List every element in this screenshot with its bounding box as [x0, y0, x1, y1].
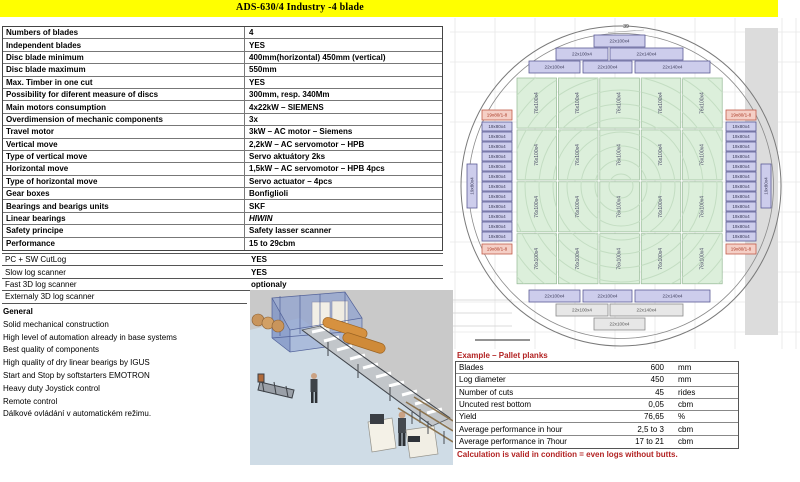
spec-value: HIWIN — [249, 214, 273, 224]
example-row — [456, 411, 738, 423]
general-heading: General — [3, 307, 33, 316]
example-label: Average performance in hour — [459, 424, 563, 434]
spec-label: Linear bearings — [3, 213, 245, 224]
example-value: 45 — [655, 387, 664, 397]
edge-board-label: 19x80/1-8 — [486, 112, 508, 118]
plank-label: 76x100x4 — [533, 247, 540, 270]
spec-row — [3, 151, 442, 163]
example-row — [456, 399, 738, 411]
plank-label: 76x100x4 — [699, 92, 706, 114]
edge-board-label: 19x80x4 — [488, 144, 506, 149]
example-unit: cbm — [678, 400, 694, 410]
edge-board-label: 19x80x4 — [488, 234, 506, 239]
edge-board-label: 19x80x4 — [763, 177, 769, 195]
option-label: PC + SW CutLog — [5, 255, 67, 265]
plank-label: 76x100x4 — [658, 144, 664, 166]
spec-value: Servo actuator – 4pcs — [249, 176, 333, 186]
example-label: Average performance in 7hour — [459, 437, 567, 447]
option-row — [2, 254, 443, 266]
plank-label: 76x100x4 — [699, 247, 706, 270]
example-unit: mm — [678, 363, 692, 373]
edge-board-label: 19x80x4 — [732, 214, 750, 219]
general-item: Best quality of components — [3, 345, 100, 355]
edge-board-label: 22x100x4 — [544, 293, 565, 299]
edge-board-label: 19x80x4 — [488, 134, 506, 139]
plank-label: 76x100x4 — [533, 144, 540, 166]
spec-value: 1,5kW – AC servomotor – HPB 4pcs — [249, 164, 385, 174]
spec-row — [3, 225, 442, 237]
general-list — [3, 319, 248, 421]
edge-board-label: 19x80x4 — [732, 154, 750, 159]
example-label: Number of cuts — [459, 387, 514, 397]
example-value: 450 — [650, 375, 664, 385]
edge-board-label: 19x80x4 — [488, 124, 506, 129]
edge-board-label: 19x80x4 — [732, 134, 750, 139]
general-item: Solid mechanical construction — [3, 319, 109, 329]
spec-row — [3, 139, 442, 151]
spec-value: 300mm, resp. 340Mm — [249, 90, 330, 100]
spec-row — [3, 126, 442, 138]
plank-label: 76x100x4 — [658, 196, 664, 218]
example-note: Calculation is valid in condition = even logs without butts. — [457, 450, 678, 459]
example-row — [456, 423, 738, 435]
edge-board-label: 19x80/1-8 — [730, 112, 752, 118]
plank-label: 76x100x4 — [699, 144, 706, 166]
example-unit: cbm — [678, 424, 694, 434]
example-heading: Example – Pallet planks — [457, 351, 548, 360]
edge-board-label: 19x80x4 — [488, 174, 506, 179]
example-row — [456, 387, 738, 399]
example-label: Uncuted rest bottom — [459, 400, 532, 410]
spec-label: Disc blade maximum — [3, 64, 245, 75]
plank-label: 76x100x4 — [616, 247, 623, 270]
spec-value: Bonfiglioli — [249, 189, 289, 199]
plank-label: 76x100x4 — [575, 144, 582, 166]
example-unit: rides — [678, 387, 696, 397]
spec-value: 4 — [249, 28, 254, 38]
spec-value: 400mm(horizontal) 450mm (vertical) — [249, 52, 386, 62]
spec-value: Servo aktuátory 2ks — [249, 152, 326, 162]
spec-value: 2,2kW – AC servomotor – HPB — [249, 139, 365, 149]
edge-board-label: 19x80x4 — [488, 214, 506, 219]
spec-row — [3, 39, 442, 51]
title-bar — [0, 0, 778, 17]
edge-board-label: 22x140x4 — [662, 293, 683, 299]
option-value: optionaly — [251, 279, 287, 289]
example-table — [455, 361, 739, 449]
edge-board-label: 19x80x4 — [732, 184, 750, 189]
edge-board-label: 22x100x4 — [597, 64, 618, 70]
edge-board-label: 19x80x4 — [469, 177, 475, 195]
edge-board-label: 19x80x4 — [488, 204, 506, 209]
edge-board-label: 19x80/1-8 — [730, 246, 752, 252]
spec-label: Type of vertical move — [3, 151, 245, 162]
edge-board-label: 19x80/1-8 — [486, 246, 508, 252]
plank-label: 76x100x4 — [658, 247, 664, 270]
edge-board-label: 19x80x4 — [732, 194, 750, 199]
plank-label: 76x100x4 — [575, 92, 582, 114]
spec-value: YES — [249, 40, 266, 50]
spec-label: Type of horizontal move — [3, 176, 245, 187]
example-row — [456, 436, 738, 448]
plank-label: 76x100x4 — [533, 92, 540, 114]
spec-label: Safety principe — [3, 225, 245, 236]
edge-board-label: 19x80x4 — [488, 154, 506, 159]
edge-board-label: 19x80x4 — [732, 144, 750, 149]
plank-label: 76x100x4 — [658, 92, 664, 114]
spec-value: 15 to 29cbm — [249, 239, 296, 249]
edge-board-label: 22x140x4 — [636, 51, 657, 57]
spec-value: YES — [249, 77, 266, 87]
option-label: Fast 3D log scanner — [5, 279, 77, 289]
spec-label: Max. Timber in one cut — [3, 77, 245, 88]
edge-board-label: 19x80x4 — [732, 124, 750, 129]
general-section — [3, 306, 248, 421]
spec-row — [3, 27, 442, 39]
example-unit: % — [678, 412, 686, 422]
option-value: YES — [251, 255, 268, 265]
spec-label: Possibility for diferent measure of discs — [3, 89, 245, 100]
spec-label: Independent blades — [3, 39, 245, 50]
spec-label: Gear boxes — [3, 188, 245, 199]
spec-row — [3, 163, 442, 175]
dimension-label: 39 — [623, 24, 629, 30]
edge-board-label: 19x80x4 — [732, 234, 750, 239]
spec-row — [3, 200, 442, 212]
example-label: Blades — [459, 363, 484, 373]
spec-label: Numbers of blades — [3, 27, 245, 38]
general-item: High quality of dry linear bearigs by IGUS — [3, 358, 150, 368]
spec-value: 550mm — [249, 65, 277, 75]
edge-board-label: 19x80x4 — [732, 174, 750, 179]
spec-row — [3, 188, 442, 200]
plank-label: 76x100x4 — [699, 196, 706, 218]
spec-label: Performance — [3, 238, 245, 250]
plank-label: 76x100x4 — [575, 247, 582, 270]
edge-board-label: 19x80x4 — [488, 194, 506, 199]
spec-row — [3, 101, 442, 113]
example-row — [456, 362, 738, 374]
option-label: Externaly 3D log scanner — [2, 291, 247, 303]
example-value: 76,65 — [643, 412, 664, 422]
page-title: ADS-630/4 Industry -4 blade — [236, 2, 364, 13]
edge-board-label: 19x80x4 — [732, 164, 750, 169]
general-item: High level of automation already in base systems — [3, 332, 177, 342]
spec-row — [3, 77, 442, 89]
edge-board-label: 22x100x4 — [572, 51, 592, 57]
example-row — [456, 374, 738, 386]
edge-board-label: 19x80x4 — [732, 224, 750, 229]
plank-label: 76x100x4 — [616, 144, 623, 166]
option-label: Slow log scanner — [5, 267, 66, 277]
general-item: Start and Stop by softstarters EMOTRON — [3, 370, 150, 380]
example-value: 600 — [650, 363, 664, 373]
machine-illustration — [250, 290, 453, 465]
log-cutting-diagram — [450, 18, 800, 349]
spec-label: Main motors consumption — [3, 101, 245, 112]
spec-label: Vertical move — [3, 139, 245, 150]
spec-label: Disc blade minimum — [3, 52, 245, 63]
spec-row — [3, 52, 442, 64]
spec-label: Bearings and bearigs units — [3, 200, 245, 211]
general-item: Heavy duty Joystick control — [3, 383, 100, 393]
example-label: Yield — [459, 412, 477, 422]
option-value: YES — [251, 267, 268, 277]
example-value: 2,5 to 3 — [637, 424, 664, 434]
edge-board-label: 22x140x4 — [636, 307, 657, 313]
option-row — [2, 266, 443, 278]
spec-value: SKF — [249, 201, 265, 211]
edge-board-label: 19x80x4 — [732, 204, 750, 209]
plank-label: 76x100x4 — [575, 196, 582, 218]
example-label: Log diameter — [459, 375, 506, 385]
example-value: 0,05 — [648, 400, 664, 410]
spec-row — [3, 176, 442, 188]
spec-row — [3, 89, 442, 101]
edge-board-label: 19x80x4 — [488, 224, 506, 229]
spec-label: Travel motor — [3, 126, 245, 137]
example-unit: mm — [678, 375, 692, 385]
plank-label: 76x100x4 — [616, 92, 623, 114]
edge-board-label: 22x100x4 — [597, 293, 618, 299]
spec-value: Safety lasser scanner — [249, 226, 332, 236]
edge-board-label: 22x140x4 — [662, 64, 683, 70]
general-item: Remote control — [3, 396, 58, 406]
spec-table — [2, 26, 443, 251]
spec-row — [3, 114, 442, 126]
spec-row — [3, 238, 442, 250]
spec-row — [3, 213, 442, 225]
edge-board-label: 19x80x4 — [488, 184, 506, 189]
plank-label: 76x100x4 — [533, 196, 540, 218]
example-value: 17 to 21 — [635, 437, 664, 447]
spec-value: 3kW – AC motor – Siemens — [249, 127, 353, 137]
plank-label: 76x100x4 — [616, 196, 623, 218]
spec-value: 3x — [249, 114, 258, 124]
spec-row — [3, 64, 442, 76]
example-unit: cbm — [678, 437, 694, 447]
general-item: Dálkové ovládání v automatickém režimu. — [3, 409, 152, 419]
spec-label: Horizontal move — [3, 163, 245, 174]
edge-board-label: 22x100x4 — [609, 38, 630, 44]
edge-board-label: 19x80x4 — [488, 164, 506, 169]
spec-value: 4x22kW – SIEMENS — [249, 102, 324, 112]
spec-label: Overdimension of mechanic components — [3, 114, 245, 125]
edge-board-label: 22x100x4 — [572, 307, 592, 313]
edge-board-label: 22x100x4 — [609, 321, 630, 327]
edge-board-label: 22x100x4 — [544, 64, 565, 70]
